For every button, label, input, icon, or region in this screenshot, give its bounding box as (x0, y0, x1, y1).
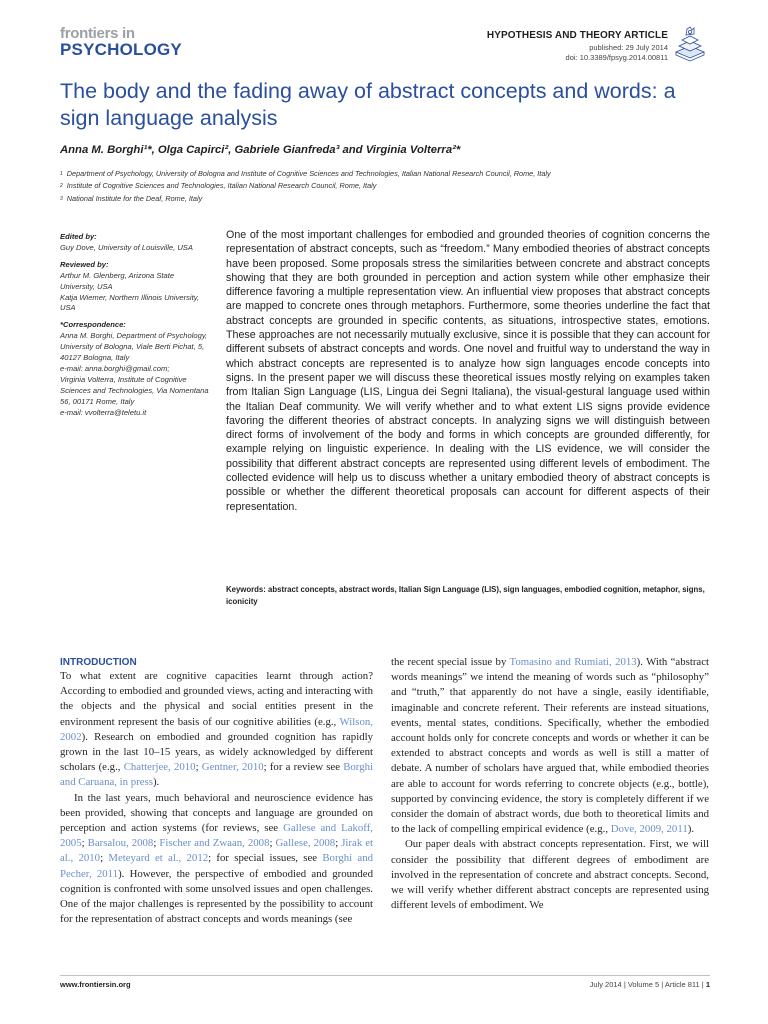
affiliations (60, 168, 710, 205)
correspondence-1-email[interactable]: e-mail: anna.borghi@gmail.com; (60, 363, 170, 373)
correspondence-2: Virginia Volterra, Institute of Cognitive Sciences and Technologies, Via Nomentana 56, 00171 Rome, Italy (60, 374, 209, 406)
citation-link[interactable]: Gallese and Lakoff, 2005 (60, 822, 373, 850)
body-column-left (60, 655, 373, 927)
reviewer-1: Arthur M. Glenberg, Arizona State University, USA (60, 270, 175, 291)
citation-link[interactable]: Barsalou, 2008 (87, 837, 154, 850)
citation-link[interactable]: Gentner, 2010 (201, 761, 264, 774)
article-title: The body and the fading away of abstract concepts and words: a sign language analysis (60, 79, 676, 130)
citation-link[interactable]: Borghi and Caruana, in press (60, 761, 373, 789)
keywords-label: Keywords: (226, 585, 266, 594)
correspondence-1: Anna M. Borghi, Department of Psychology, University of Bologna, Viale Berti Pichat, 5, 40127 Bologna, Italy (60, 331, 208, 363)
paragraph: the recent special issue by Tomasino and Rumiati, 2013). With “abstract words meanings” we intend the meaning of words such as “philosophy” and “truth,” that apparently do not have a single, easily identifiable, imaginable and concrete referent. Their referents are instead situations, events, mental states, conditions. Specifically, whether the embodied account holds only for concrete concepts and words or whether it can be extended to abstract concepts and words as well is still a matter of debate. A number of scholars have argued that, while embodied theories are able to account for words referring to concrete objects (e.g., bottle), supported by convincing evidence, the story is completely different if we consider the domain of abstract words, due both to theoretical limits and to the lack of compelling empirical evidence (e.g., Dove, 2009, 2011). (391, 656, 709, 836)
authors: Anna M. Borghi¹*, Olga Capirci², Gabriele Gianfreda³ and Virginia Volterra²* (60, 144, 461, 156)
article-meta (60, 232, 210, 419)
paragraph: To what extent are cognitive capacities learnt through action? According to embodied and grounded views, acting and interacting with the objects and the physical and social entities present in the environment represent the basis of our cognitive abilities (e.g., Wilson, 2002). Research on embodied and grounded cognition has rapidly grown in the last 10–15 years, as widely acknowledged by different scholars (e.g., Chatterjee, 2010; Gentner, 2010; for a review see Borghi and Caruana, in press). (60, 670, 373, 789)
correspondence-2-email[interactable]: e-mail: vvolterra@teletu.it (60, 407, 147, 417)
citation-link[interactable]: Dove, 2009, 2011 (610, 823, 688, 836)
logo-line2: PSYCHOLOGY (60, 40, 182, 59)
body-column-right (391, 655, 709, 913)
keywords-list: abstract concepts, abstract words, Italian Sign Language (LIS), sign languages, embodied cognition, metaphor, signs, iconicity (226, 585, 705, 607)
publication-info (566, 43, 668, 63)
page-number: 1 (705, 980, 710, 989)
citation-link[interactable]: Chatterjee, 2010 (123, 761, 196, 774)
paragraph: In the last years, much behavioral and neuroscience evidence has been provided, showing that concepts and language are grounded on perception and action systems (for reviews, see Gallese and Lakoff, 2005; Barsalou, 2008; Fischer and Zwaan, 2008; Gallese, 2008; Jirak et al., 2010; Meteyard et al., 2012; for special issues, see Borghi and Pecher, 2011). However, the perspective of embodied and grounded cognition is confronted with some unsolved issues and open challenges. One of the major challenges is represented by the possibility to account for the representation of abstract concepts and words meanings (see (60, 791, 374, 926)
citation-link[interactable]: Meteyard et al., 2012 (108, 852, 209, 865)
footer-issue-info (590, 980, 710, 989)
footer-divider (60, 975, 710, 976)
editor: Guy Dove, University of Louisville, USA (60, 242, 193, 252)
affiliation-3: $^3$ National Institute for the Deaf, Rome, Italy (60, 193, 203, 203)
stacked-layers-icon (672, 24, 708, 62)
citation-link[interactable]: Tomasino and Rumiati, 2013 (509, 656, 637, 668)
affiliation-2: $^2$ Institute of Cognitive Sciences and Technologies, Italian National Research Council, Rome, Italy (60, 181, 377, 191)
citation-link[interactable]: Wilson, 2002 (60, 715, 373, 743)
citation-link[interactable]: Jirak et al., 2010 (60, 837, 374, 865)
section-heading: INTRODUCTION (60, 657, 137, 668)
citation-link[interactable]: Fischer and Zwaan, 2008 (159, 837, 270, 850)
footer-url[interactable]: www.frontiersin.org (60, 980, 131, 989)
citation-link[interactable]: Borghi and Pecher, 2011 (60, 852, 374, 880)
paragraph: Our paper deals with abstract concepts representation. First, we will consider the possibility that different degrees of embodiment are involved in the representation of concrete and abstract concepts. Second, we will verify whether different abstract concepts are represented using different levels of embodiment. We (391, 838, 709, 912)
keywords (226, 584, 710, 609)
correspondence-label: *Correspondence: (60, 320, 126, 330)
reviewed-by-label: Reviewed by: (60, 259, 109, 269)
citation-link[interactable]: Gallese, 2008 (275, 837, 336, 850)
doi: doi: 10.3389/fpsyg.2014.00811 (565, 53, 668, 62)
affiliation-1: $^1$ Department of Psychology, University of Bologna and Institute of Cognitive Sciences and Technologies, Italian National Research Council, Rome, Italy (60, 169, 551, 178)
published-date: published: 29 July 2014 (589, 43, 668, 52)
article-type: HYPOTHESIS AND THEORY ARTICLE (486, 30, 668, 41)
abstract: One of the most important challenges for embodied and grounded theories of cognition concerns the representation of abstract concepts, such as “freedom.” Many embodied theories of abstract concepts have been proposed. Some proposals stress the similarities between concrete and abstract concepts showing that they are both grounded in perception and action system while other emphasize their difference favoring a multiple representation view. An influential view proposes that abstract concepts are mapped to concrete ones through metaphors. Furthermore, some theories underline the fact that abstract concepts are grounded in specific contents, as situations, introspective states, emotions. These approaches are not necessarily mutually exclusive, since it is possible that they can account for different subsets of abstract concepts and words. One novel and fruitful way to understand the way in which abstract concepts are represented is to analyze how sign languages encode concepts into signs. In the present paper we will discuss these theoretical issues mostly relying on examples taken from Italian Sign Language (LIS, Lingua dei Segni Italiana), the visual-gestural language used within the Italian Deaf community. We will verify whether and to what extent LIS signs provide evidence favoring the different theories of abstract concepts. In analyzing signs we will distinguish between direct forms of involvement of the body and forms in which concepts are grounded differently, for example relying on linguistic experience. In dealing with the LIS evidence, we will consider the possibility that different abstract concepts are represented using different levels of embodiment. The collected evidence will help us to discuss whether a unitary embodied theory of abstract concepts is possible or whether the different theoretical proposals can account for different aspects of their representation. (226, 229, 710, 513)
issue-info: July 2014 | Volume 5 | Article 811 | (589, 980, 704, 989)
logo-line1: frontiers in (60, 25, 135, 42)
journal-logo (60, 26, 182, 59)
edited-by-label: Edited by: (60, 232, 97, 241)
reviewer-2: Katja Wiemer, Northern Illinois University, USA (60, 292, 200, 313)
